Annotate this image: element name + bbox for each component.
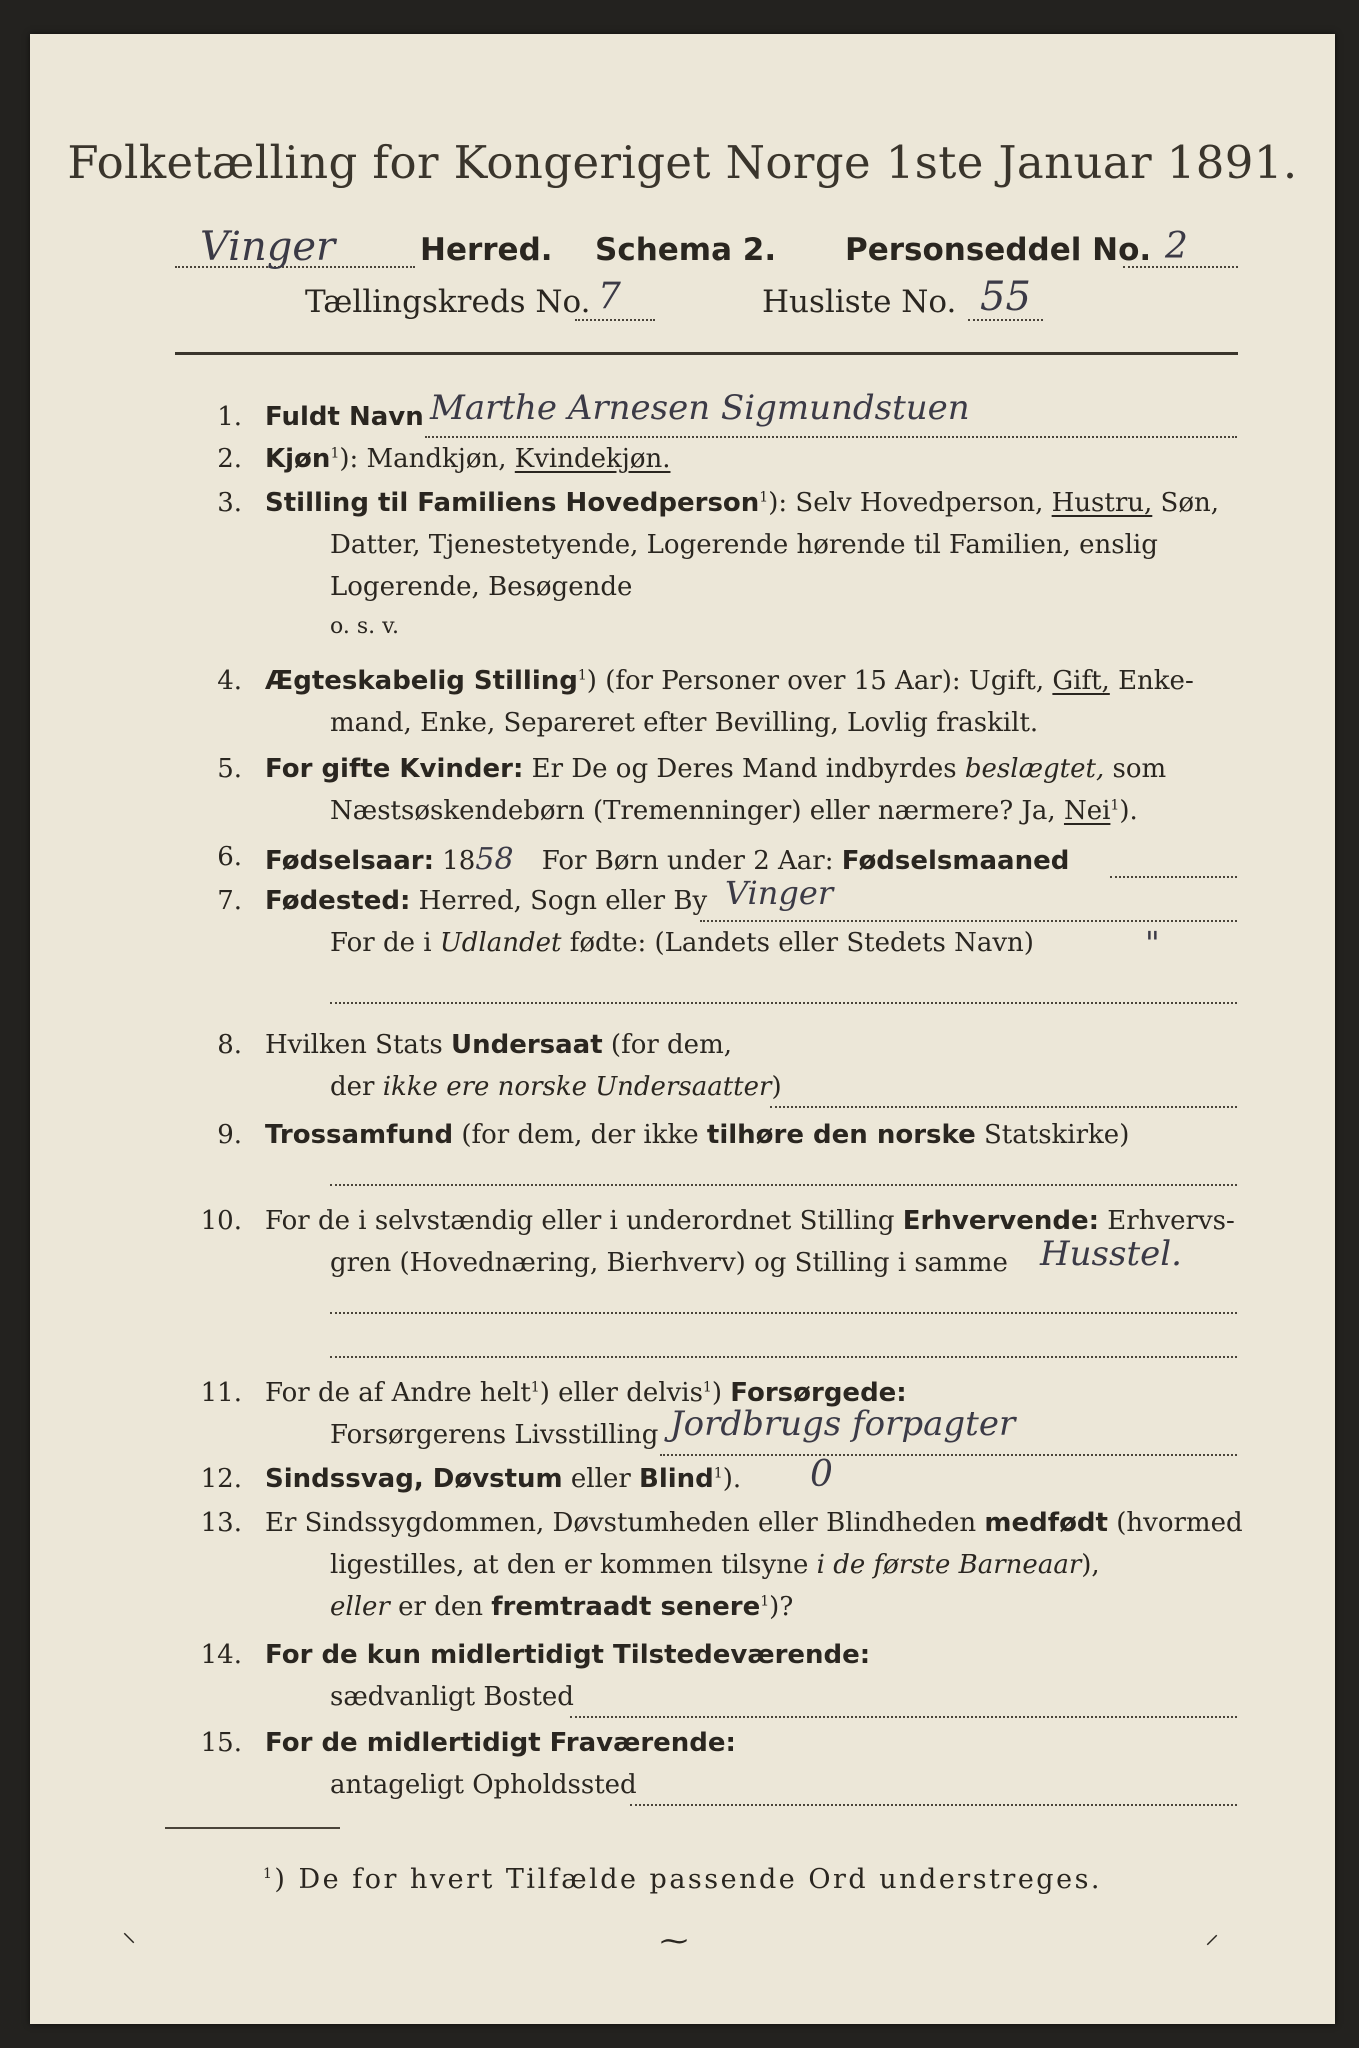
item-1-label: Fuldt Navn	[265, 402, 424, 432]
item-12-answer: 0	[810, 1454, 833, 1495]
kreds-dotted-line	[575, 319, 655, 321]
footnote: $^1$) De for hvert Tilfælde passende Ord understreges.	[262, 1864, 1103, 1895]
item-13-line3: eller er den fremtraadt senere$^1$)?	[330, 1592, 794, 1622]
item-11-answer: Jordbrugs forpagter	[670, 1404, 1016, 1444]
item-3-number: 3.	[217, 488, 242, 518]
item-8-number: 8.	[217, 1030, 242, 1060]
herred-value: Vinger	[200, 224, 336, 270]
item-11-number: 11.	[200, 1378, 242, 1408]
item-1-number: 1.	[217, 402, 242, 432]
item-13-line2: ligestilles, at den er kommen tilsyne i de første Barneaar),	[330, 1550, 1100, 1580]
item-7-extra-line	[330, 1002, 1237, 1004]
item-7-answer: Vinger	[725, 874, 834, 912]
item-9-line: Trossamfund (for dem, der ikke tilhøre den norske Statskirke)	[265, 1120, 1130, 1150]
header-rule	[175, 352, 1238, 355]
item-5-line2: Næstsøskendebørn (Tremenninger) eller nærmere? Ja, Nei$^1$).	[330, 796, 1138, 826]
item-14-label: For de kun midlertidigt Tilstedeværende:	[265, 1640, 871, 1670]
item-1-answer: Marthe Arnesen Sigmundstuen	[430, 388, 970, 428]
item-10-line1: For de i selvstændig eller i underordnet Stilling Erhvervende: Erhvervs-	[265, 1206, 1235, 1236]
item-6-line-dots	[1110, 876, 1237, 878]
kreds-value: 7	[598, 276, 621, 317]
item-2-text: Kjøn$^1$): Mandkjøn, Kvindekjøn.	[265, 444, 671, 474]
item-8-line-dots	[770, 1106, 1237, 1108]
item-15-number: 15.	[200, 1728, 242, 1758]
item-10-extra-line-2	[330, 1356, 1237, 1358]
husliste-label: Husliste No.	[762, 284, 957, 320]
item-6-number: 6.	[217, 842, 242, 872]
item-10-extra-line-1	[330, 1312, 1237, 1314]
census-form-page	[30, 34, 1335, 2024]
item-13-number: 13.	[200, 1508, 242, 1538]
item-10-answer: Husstel.	[1040, 1234, 1182, 1274]
item-3-line1: Stilling til Familiens Hovedperson$^1$): Selv Hovedperson, Hustru, Søn,	[265, 488, 1220, 518]
item-2-number: 2.	[217, 444, 242, 474]
schema-label: Schema 2.	[595, 232, 777, 268]
husliste-value: 55	[980, 274, 1031, 320]
item-10-number: 10.	[200, 1206, 242, 1236]
item-5-number: 5.	[217, 754, 242, 784]
item-8-line1: Hvilken Stats Undersaat (for dem,	[265, 1030, 732, 1060]
item-3-line2: Datter, Tjenestetyende, Logerende hørende til Familien, enslig	[330, 530, 1158, 560]
form-title: Folketælling for Kongeriget Norge 1ste Januar 1891.	[67, 136, 1298, 189]
item-14-number: 14.	[200, 1640, 242, 1670]
item-3-line4: o. s. v.	[330, 614, 399, 639]
item-15-line2: antageligt Opholdssted	[330, 1770, 637, 1800]
item-7-line-dots	[700, 920, 1237, 922]
item-1-line	[425, 436, 1237, 438]
item-7-answer2: "	[1145, 924, 1160, 962]
item-7-line2: For de i Udlandet fødte: (Landets eller Stedets Navn)	[330, 928, 1034, 958]
item-4-number: 4.	[217, 666, 242, 696]
personseddel-label: Personseddel No.	[845, 232, 1152, 268]
personseddel-value: 2	[1165, 226, 1188, 267]
item-11-line2: Forsørgerens Livsstilling	[330, 1420, 659, 1450]
item-14-line2: sædvanligt Bosted	[330, 1682, 574, 1712]
herred-label: Herred.	[420, 232, 553, 268]
kreds-label: Tællingskreds No.	[305, 284, 591, 320]
item-14-line-dots	[570, 1716, 1237, 1718]
item-15-line-dots	[630, 1804, 1237, 1806]
item-10-line2: gren (Hovednæring, Bierhverv) og Stilling i samme	[330, 1248, 1008, 1278]
item-9-number: 9.	[217, 1120, 242, 1150]
bottom-left-mark: ⸜	[122, 1915, 137, 1948]
item-3-line3: Logerende, Besøgende	[330, 572, 633, 602]
item-4-line1: Ægteskabelig Stilling$^1$) (for Personer over 15 Aar): Ugift, Gift, Enke-	[265, 666, 1194, 696]
item-11-line1: For de af Andre helt$^1$) eller delvis$^1$) Forsørgede:	[265, 1378, 907, 1408]
item-4-line2: mand, Enke, Separeret efter Bevilling, Lovlig fraskilt.	[330, 708, 1039, 738]
bottom-right-mark: ⸝	[1205, 1917, 1220, 1950]
item-15-label: For de midlertidigt Fraværende:	[265, 1728, 736, 1758]
item-7-line1: Fødested: Herred, Sogn eller By	[265, 886, 708, 916]
item-5-line1: For gifte Kvinder: Er De og Deres Mand indbyrdes beslægtet, som	[265, 754, 1167, 784]
footnote-rule	[165, 1827, 340, 1829]
item-12-line: Sindssvag, Døvstum eller Blind$^1$).	[265, 1464, 742, 1494]
item-12-number: 12.	[200, 1464, 242, 1494]
item-8-line2: der ikke ere norske Undersaatter)	[330, 1072, 782, 1102]
item-11-line-dots	[660, 1454, 1237, 1456]
bottom-center-mark: ⁓	[660, 1924, 688, 1957]
item-7-number: 7.	[217, 886, 242, 916]
item-13-line1: Er Sindssygdommen, Døvstumheden eller Blindheden medfødt (hvormed	[265, 1508, 1243, 1538]
item-6-line: Fødselsaar: 1858 For Børn under 2 Aar: Fødselsmaaned	[265, 842, 1070, 877]
item-9-extra-line	[330, 1184, 1237, 1186]
